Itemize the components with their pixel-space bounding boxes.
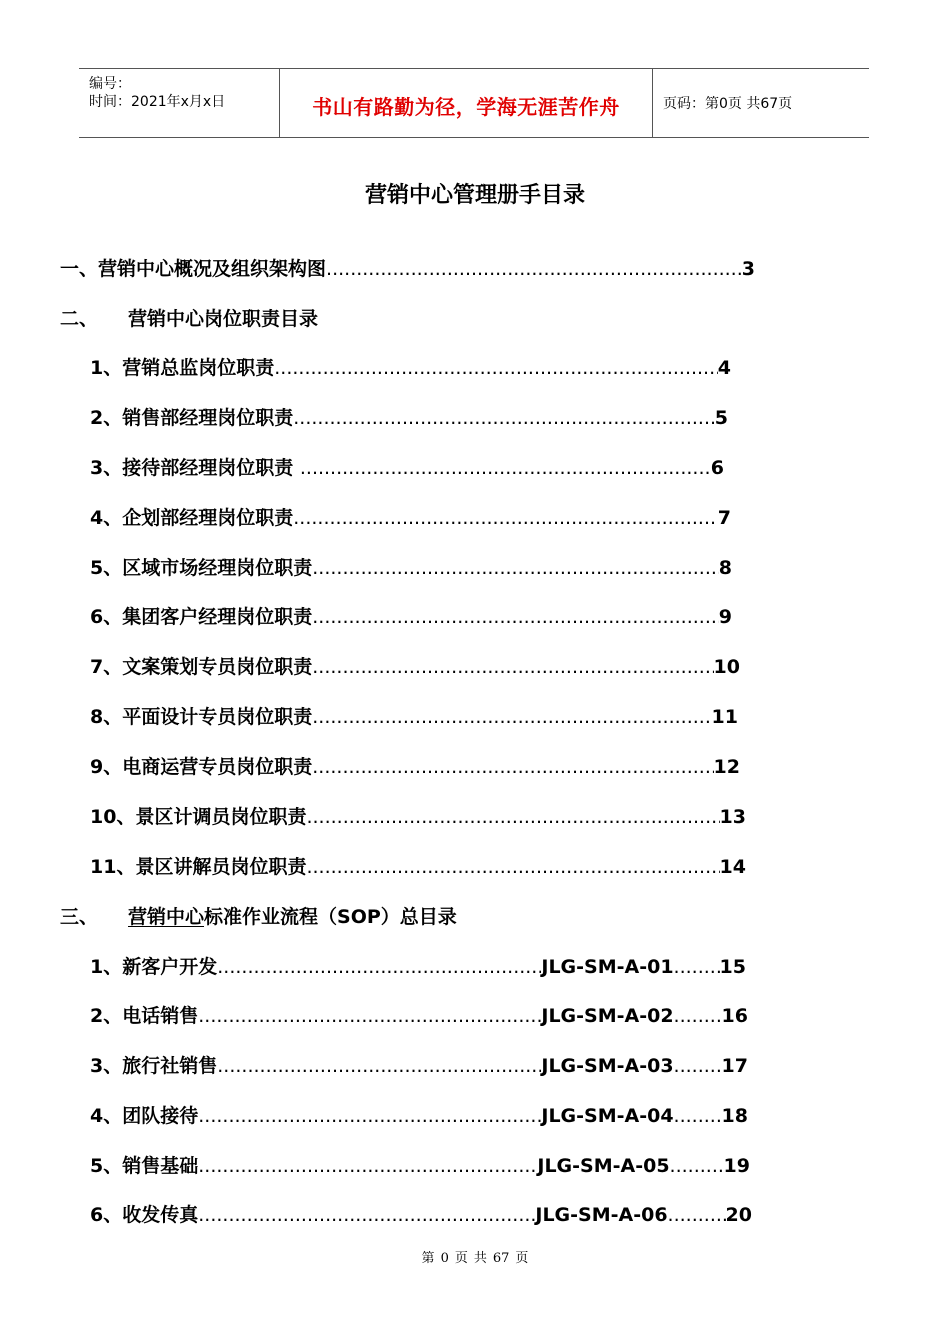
toc-leader-dots [312,557,719,579]
toc-item-label: 新客户开发 [122,956,218,978]
toc-page-number: 15 [719,956,746,978]
toc-sop-item[interactable] [90,952,746,982]
toc-section-label: 营销中心岗位职责目录 [128,308,319,330]
toc-sop-item[interactable] [90,1151,750,1181]
serial-number-label: 编号： [89,76,131,92]
toc-page-number: 18 [721,1105,748,1127]
toc-item-label: 平面设计专员岗位职责 [122,706,313,728]
toc-leader-dots [274,357,718,379]
toc-leader-dots [198,1155,537,1177]
toc-page-number: 11 [711,706,738,728]
toc-sop-item[interactable] [90,1101,748,1131]
toc-page-number: 5 [714,407,728,429]
toc-leader-dots [293,507,718,529]
toc-page-number: 12 [713,756,740,778]
toc-page-number: 17 [721,1055,748,1077]
toc-page-number: 8 [718,557,732,579]
toc-item[interactable] [90,503,731,533]
toc-leader-dots [668,1204,726,1226]
toc-leader-dots [674,1005,722,1027]
toc-page-number: 7 [717,507,731,529]
toc-leader-dots [670,1155,724,1177]
toc-leader-dots [674,1055,722,1077]
footer-text: 第 [421,1251,435,1266]
toc-item-label: 接待部经理岗位职责 [122,457,300,479]
toc-item-label: 景区讲解员岗位职责 [135,856,307,878]
toc-leader-dots [300,457,711,479]
page-title: 营销中心管理册手目录 [364,183,585,208]
toc-item[interactable] [90,403,728,433]
toc-sop-item[interactable] [90,1001,748,1031]
toc-item-label: 销售基础 [122,1155,199,1177]
toc-item-label: 文案策划专员岗位职责 [122,656,313,678]
toc-leader-dots [312,606,719,628]
toc-page-number: 16 [721,1005,748,1027]
toc-page-number: 10 [713,656,740,678]
toc-item-number: 5、 [90,557,123,579]
toc-item-label: 销售部经理岗位职责 [122,407,294,429]
toc-item-number: 6、 [90,606,123,628]
toc-section-number: 二、 [60,308,99,330]
toc-item[interactable] [90,752,740,782]
toc-item-label: 团队接待 [122,1105,199,1127]
toc-item[interactable] [90,353,731,383]
toc-page-number: 3 [741,258,755,280]
toc-item-number: 1、 [90,956,123,978]
toc-page-number: 6 [710,457,724,479]
footer-text: 共 [473,1251,487,1266]
toc-section-2[interactable] [60,304,755,334]
toc-leader-dots [198,1005,541,1027]
toc-item-number: 4、 [90,507,123,529]
toc-item-label: 景区计调员岗位职责 [135,806,307,828]
toc-section-label-underlined: 营销中心 [128,906,205,928]
toc-page-number: 14 [719,856,746,878]
footer-text: 页 [515,1251,529,1266]
toc-item-code: JLG-SM-A-05 [537,1155,670,1177]
toc-item-number: 10、 [90,806,136,828]
toc-item[interactable] [90,852,746,882]
toc-item-number: 3、 [90,457,123,479]
toc-section-number: 三、 [60,906,99,928]
toc-leader-dots [312,706,711,728]
toc-item-code: JLG-SM-A-02 [541,1005,674,1027]
header-info-cell [79,69,280,137]
toc-page-number: 20 [725,1204,752,1226]
toc-item-number: 7、 [90,656,123,678]
toc-item-code: JLG-SM-A-03 [541,1055,674,1077]
toc-item-label: 集团客户经理岗位职责 [122,606,313,628]
toc-page-number: 9 [718,606,732,628]
toc-sop-item[interactable] [90,1051,748,1081]
toc-section-label: 标准作业流程（SOP）总目录 [204,906,457,928]
time-label: 时间：2021年x月x日 [89,94,226,110]
page-footer [0,1247,950,1266]
toc-leader-dots [674,1105,722,1127]
toc-sop-item[interactable] [90,1200,752,1230]
toc-leader-dots [306,806,719,828]
toc-leader-dots [198,1105,541,1127]
toc-item-number: 3、 [90,1055,123,1077]
motto-text: 书山有路勤为径，学海无涯苦作舟 [312,95,620,119]
footer-page-number: 0 [440,1251,449,1266]
toc-item[interactable] [90,553,732,583]
toc-page-number: 13 [719,806,746,828]
toc-page-number: 4 [717,357,731,379]
toc-leader-dots [293,407,715,429]
toc-leader-dots [306,856,719,878]
toc-item-number: 6、 [90,1204,123,1226]
toc-section-label: 营销中心概况及组织架构图 [98,258,327,280]
toc-item[interactable] [90,702,738,732]
toc-leader-dots [326,258,742,280]
document-header [79,68,869,138]
toc-leader-dots [312,656,713,678]
toc-item[interactable] [90,453,724,483]
toc-item-label: 区域市场经理岗位职责 [122,557,313,579]
toc-item-number: 2、 [90,1005,123,1027]
toc-item-code: JLG-SM-A-04 [541,1105,674,1127]
header-motto-cell [280,69,653,137]
toc-leader-dots [312,756,713,778]
toc-section-3[interactable] [60,902,755,932]
toc-item-label: 电商运营专员岗位职责 [122,756,313,778]
toc-item-label: 电话销售 [122,1005,199,1027]
toc-item-number: 8、 [90,706,123,728]
toc-item[interactable] [90,652,740,682]
toc-item-number: 1、 [90,357,123,379]
toc-item-label: 收发传真 [122,1204,199,1226]
toc-leader-dots [217,956,541,978]
page-count-label: 页码：第0页 共67页 [663,96,793,112]
toc-item-label: 旅行社销售 [122,1055,218,1077]
toc-leader-dots [217,1055,541,1077]
toc-item[interactable] [90,802,746,832]
toc-item-code: JLG-SM-A-01 [541,956,674,978]
footer-text: 页 [454,1251,468,1266]
toc-item-label: 企划部经理岗位职责 [122,507,294,529]
toc-item-number: 9、 [90,756,123,778]
toc-item[interactable] [90,602,732,632]
footer-total-pages: 67 [492,1251,510,1266]
toc-item-number: 2、 [90,407,123,429]
toc-leader-dots [674,956,720,978]
toc-leader-dots [198,1204,535,1226]
toc-item-number: 4、 [90,1105,123,1127]
toc-page-number: 19 [723,1155,750,1177]
toc-item-label: 营销总监岗位职责 [122,357,275,379]
toc-item-number: 11、 [90,856,136,878]
toc-section-1[interactable] [60,254,755,284]
toc-item-code: JLG-SM-A-06 [535,1204,668,1226]
toc-item-number: 5、 [90,1155,123,1177]
toc-section-number: 一、 [60,258,99,280]
